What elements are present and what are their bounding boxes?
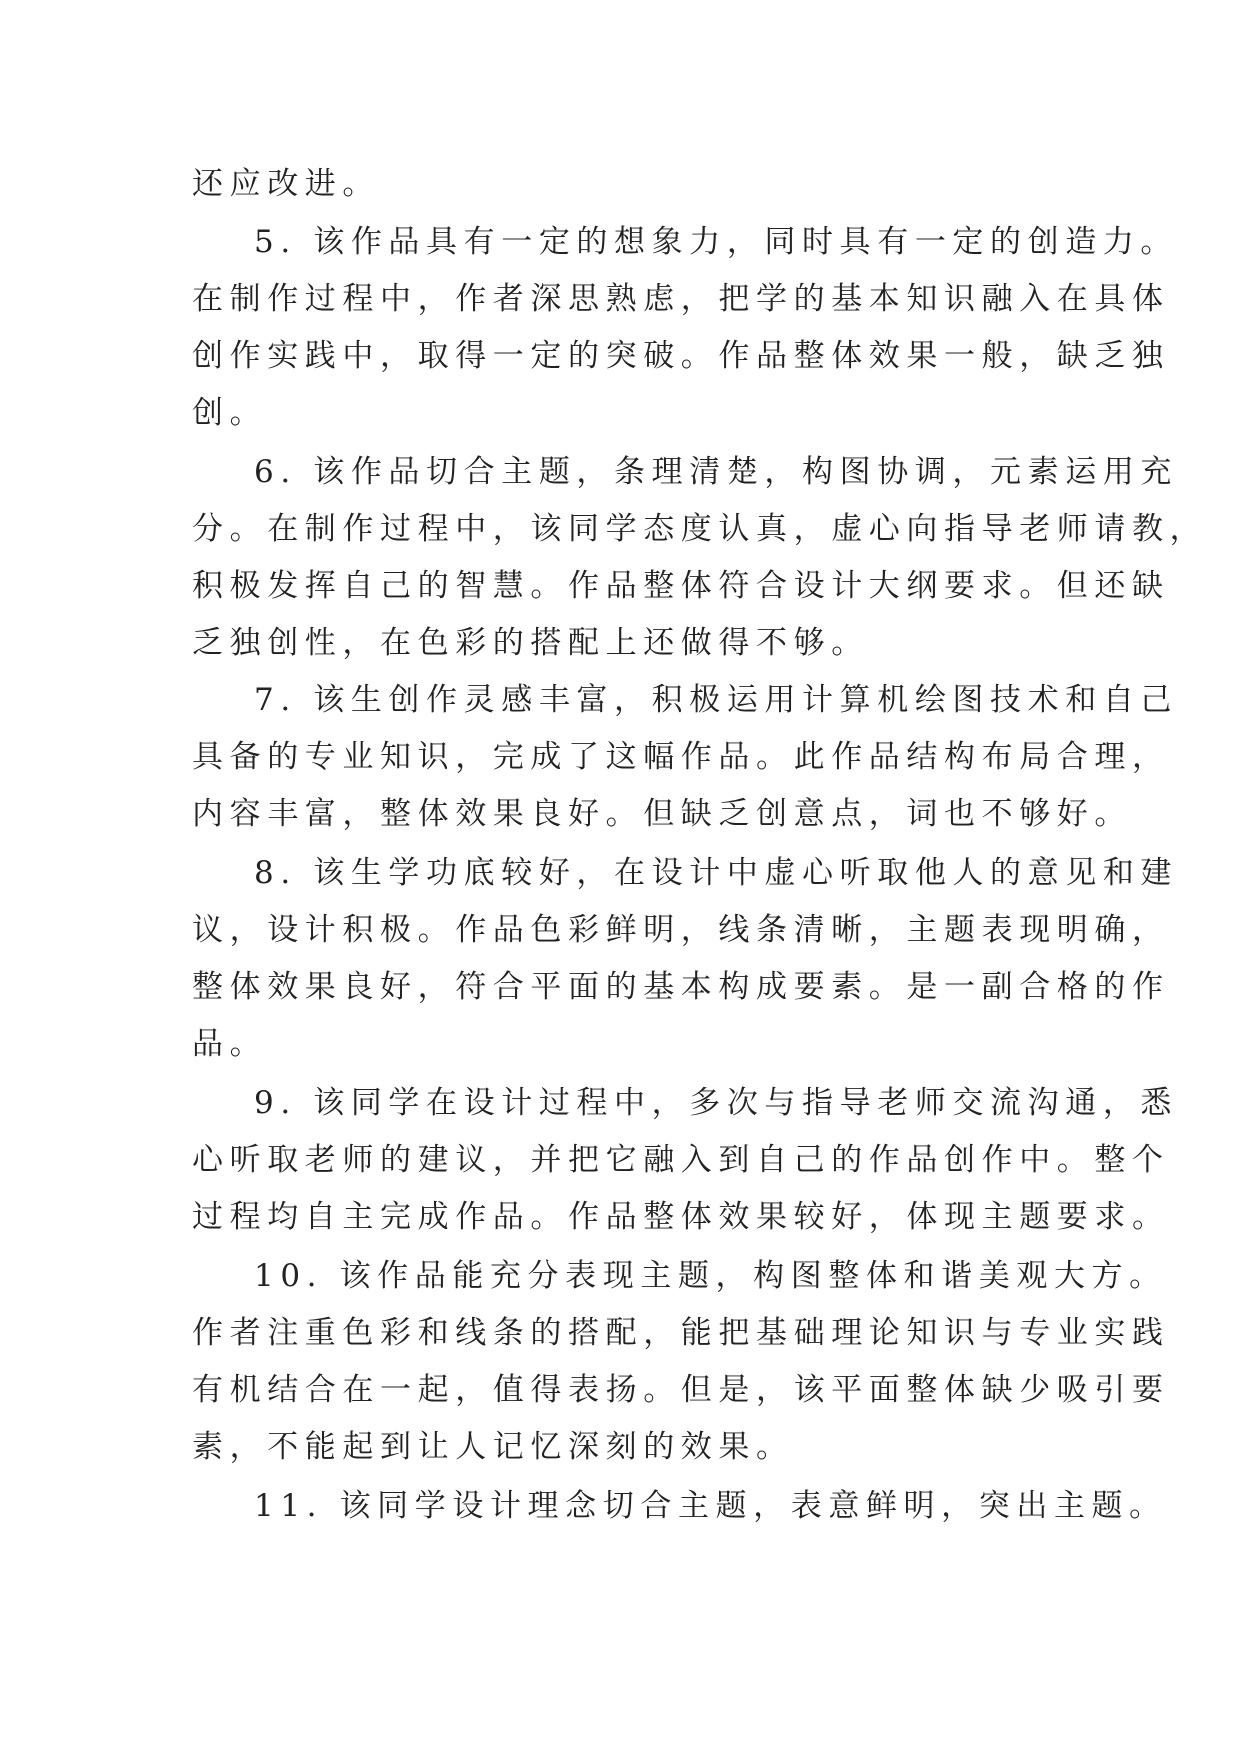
paragraph-5-first-line: 5. 该作品具有一定的想象力，同时具有一定的创造力。 xyxy=(254,224,1179,260)
text-line: 整体效果良好，符合平面的基本构成要素。是一副合格的作 xyxy=(192,969,1170,1005)
text-line: 议，设计积极。作品色彩鲜明，线条清晰，主题表现明确， xyxy=(192,912,1170,948)
text-line: 创。 xyxy=(192,395,268,431)
text-line: 内容丰富，整体效果良好。但缺乏创意点，词也不够好。 xyxy=(192,796,1132,832)
text-line: 品。 xyxy=(192,1026,268,1062)
text-line: 分。在制作过程中，该同学态度认真，虚心向指导老师请教， xyxy=(192,511,1208,547)
text-line: 乏独创性，在色彩的搭配上还做得不够。 xyxy=(192,625,869,661)
text-line: 具备的专业知识，完成了这幅作品。此作品结构布局合理， xyxy=(192,739,1170,775)
paragraph-11-first-line: 11. 该同学设计理念切合主题，表意鲜明，突出主题。 xyxy=(254,1488,1167,1524)
text-line: 创作实践中，取得一定的突破。作品整体效果一般，缺乏独 xyxy=(192,338,1170,374)
text-line: 心听取老师的建议，并把它融入到自己的作品创作中。整个 xyxy=(192,1142,1170,1178)
paragraph-6-first-line: 6. 该作品切合主题，条理清楚，构图协调，元素运用充 xyxy=(254,454,1179,490)
text-line: 积极发挥自己的智慧。作品整体符合设计大纲要求。但还缺 xyxy=(192,568,1170,604)
paragraph-9-first-line: 9. 该同学在设计过程中，多次与指导老师交流沟通，悉 xyxy=(254,1085,1179,1121)
paragraph-8-first-line: 8. 该生学功底较好，在设计中虚心听取他人的意见和建 xyxy=(254,855,1179,891)
paragraph-10-first-line: 10. 该作品能充分表现主题，构图整体和谐美观大方。 xyxy=(254,1258,1167,1294)
text-line: 在制作过程中，作者深思熟虑，把学的基本知识融入在具体 xyxy=(192,281,1170,317)
text-line: 有机结合在一起，值得表扬。但是，该平面整体缺少吸引要 xyxy=(192,1372,1170,1408)
text-line: 过程均自主完成作品。作品整体效果较好，体现主题要求。 xyxy=(192,1199,1170,1235)
text-line: 素，不能起到让人记忆深刻的效果。 xyxy=(192,1429,794,1465)
paragraph-7-first-line: 7. 该生创作灵感丰富，积极运用计算机绘图技术和自己 xyxy=(254,682,1179,718)
text-line: 还应改进。 xyxy=(192,166,380,202)
text-line: 作者注重色彩和线条的搭配，能把基础理论知识与专业实践 xyxy=(192,1315,1170,1351)
